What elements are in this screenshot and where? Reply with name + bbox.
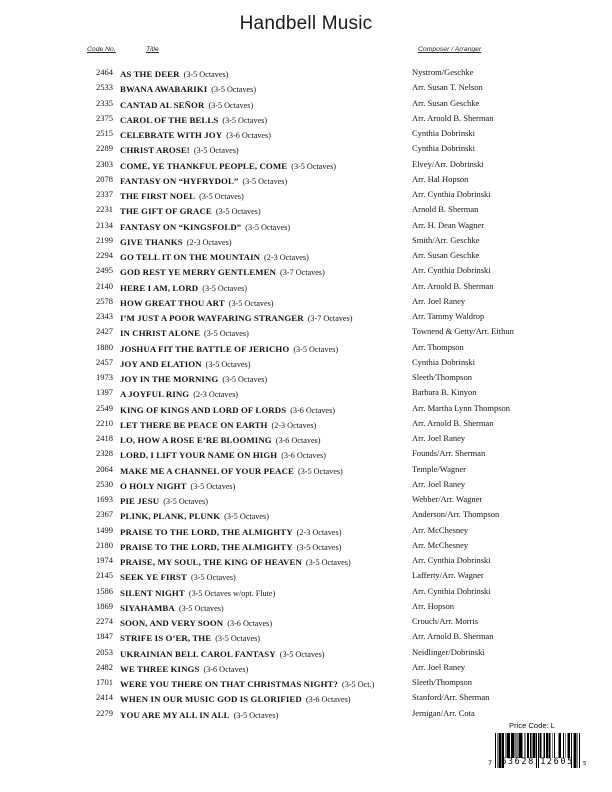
octave-range: (3-5 Octaves) xyxy=(233,710,279,720)
list-row xyxy=(0,111,612,126)
song-title: A JOYFUL RING xyxy=(120,389,190,400)
title-cell xyxy=(113,446,412,461)
list-row xyxy=(0,584,612,599)
list-row xyxy=(0,309,612,324)
composer-cell: Barbara B. Kinyon xyxy=(412,387,477,398)
octave-range: (3-5 Octaves) xyxy=(183,70,229,79)
song-title: GO TELL IT ON THE MOUNTAIN xyxy=(120,252,261,262)
code-cell: 1973 xyxy=(96,372,113,382)
song-title: UKRAINIAN BELL CAROL FANTASY xyxy=(120,648,276,659)
title-cell xyxy=(113,157,412,172)
title-cell xyxy=(113,111,412,126)
code-cell: 2328 xyxy=(96,448,113,459)
composer-cell: Cynthia Dobrinski xyxy=(412,356,476,367)
song-title: WE THREE KINGS xyxy=(120,663,200,674)
song-title: YOU ARE MY ALL IN ALL xyxy=(120,709,230,720)
code-cell: 2367 xyxy=(96,509,113,520)
code-cell: 2053 xyxy=(96,646,113,657)
list-row xyxy=(0,675,612,690)
octave-range: (3-5 Octaves) xyxy=(163,497,208,506)
code-cell: 1974 xyxy=(96,555,113,565)
octave-range: (3-5 Octaves) xyxy=(296,542,342,552)
list-row xyxy=(0,690,612,705)
composer-cell: Arr. Arnold B. Sherman xyxy=(412,112,494,123)
composer-cell: Arr. Joel Raney xyxy=(412,295,466,306)
octave-range: (3-5 Octaves) xyxy=(298,466,343,476)
column-header-code-no: Code No. xyxy=(87,46,116,53)
list-row xyxy=(0,126,612,141)
column-header-composer-arranger: Composer / Arranger xyxy=(418,46,482,53)
composer-cell: Anderson/Arr. Thompson xyxy=(412,509,500,520)
title-cell xyxy=(113,614,412,629)
title-cell xyxy=(113,340,412,355)
title-cell xyxy=(113,324,412,339)
title-cell xyxy=(113,462,412,477)
song-title: SIYAHAMBA xyxy=(120,602,175,613)
code-cell: 1880 xyxy=(96,341,113,352)
octave-range: (2-3 Octaves) xyxy=(271,420,317,430)
code-cell: 1847 xyxy=(96,631,113,642)
song-title: HOW GREAT THOU ART xyxy=(120,297,225,308)
title-cell xyxy=(113,416,412,431)
barcode-left-digits-label: 63628 xyxy=(501,757,535,767)
title-cell xyxy=(113,263,412,278)
list-row xyxy=(0,507,612,522)
code-cell: 2578 xyxy=(96,295,113,306)
composer-cell: Arr. Cynthia Dobrinski xyxy=(412,189,491,199)
code-cell: 2530 xyxy=(96,478,113,489)
octave-range: (3-6 Octaves) xyxy=(227,619,273,628)
title-cell xyxy=(113,401,412,416)
composer-cell: Arr. Arnold B. Sherman xyxy=(412,631,494,642)
list-row xyxy=(0,645,612,660)
code-cell: 2533 xyxy=(96,82,113,93)
song-title: HERE I AM, LORD xyxy=(120,282,199,293)
song-title: WERE YOU THERE ON THAT CHRISTMAS NIGHT? xyxy=(120,679,339,689)
code-cell: 2231 xyxy=(96,204,113,215)
octave-range: (3-5 Octaves) xyxy=(190,481,236,491)
list-row xyxy=(0,446,612,461)
octave-range: (3-7 Octaves) xyxy=(307,314,353,323)
code-cell: 2145 xyxy=(96,570,113,581)
code-cell: 2337 xyxy=(96,189,113,199)
code-cell: 2464 xyxy=(96,67,113,77)
list-row xyxy=(0,629,612,644)
song-title: PLINK, PLANK, PLUNK xyxy=(120,511,221,522)
code-cell: 2210 xyxy=(96,417,113,428)
composer-cell: Arr. McChesney xyxy=(412,524,469,535)
octave-range: (3-5 Octaves) xyxy=(178,603,224,613)
composer-cell: Arr. Cynthia Dobrinski xyxy=(412,585,491,596)
octave-range: (2-3 Octaves) xyxy=(296,527,342,537)
title-cell xyxy=(113,599,412,614)
composer-cell: Sleeth/Thompson xyxy=(412,372,472,382)
title-cell xyxy=(113,553,412,568)
song-title: CAROL OF THE BELLS xyxy=(120,114,219,125)
song-title: WHEN IN OUR MUSIC GOD IS GLORIFIED xyxy=(120,694,302,705)
price-code-label: Price Code: L xyxy=(509,721,556,730)
composer-cell: Nystrom/Geschke xyxy=(412,67,474,77)
song-title: CHRIST AROSE! xyxy=(120,145,190,156)
list-row xyxy=(0,80,612,95)
octave-range: (3-5 Octaves) xyxy=(204,329,249,339)
list-row xyxy=(0,431,612,446)
composer-cell: Founds/Arr. Sherman xyxy=(412,448,486,459)
code-cell: 2515 xyxy=(96,128,113,138)
song-title: LORD, I LIFT YOUR NAME ON HIGH xyxy=(120,450,278,461)
composer-cell: Arr. Joel Raney xyxy=(412,478,466,489)
composer-cell: Sleeth/Thompson xyxy=(412,677,472,687)
list-row xyxy=(0,599,612,614)
song-title: BWANA AWABARIKI xyxy=(120,84,208,95)
octave-range: (3-5 Octaves) xyxy=(242,176,288,186)
list-row xyxy=(0,355,612,370)
list-row xyxy=(0,568,612,583)
song-title: FANTASY ON “KINGSFOLD” xyxy=(120,221,242,232)
octave-range: (3-6 Octaves) xyxy=(226,131,271,140)
song-title: FANTASY ON “HYFRYDOL” xyxy=(120,175,239,186)
octave-range: (3-5 Octaves) xyxy=(190,573,236,583)
title-cell xyxy=(113,523,412,538)
title-cell xyxy=(113,568,412,583)
octave-range: (3-6 Octaves) xyxy=(275,436,321,445)
list-row xyxy=(0,614,612,629)
octave-range: (3-7 Octaves) xyxy=(280,268,325,278)
composer-cell: Arr. Joel Raney xyxy=(412,433,466,443)
composer-cell: Webber/Arr. Wagner xyxy=(412,494,483,504)
title-cell xyxy=(113,507,412,522)
list-row xyxy=(0,462,612,477)
song-title: PRAISE TO THE LORD, THE ALMIGHTY xyxy=(120,526,293,537)
octave-range: (3-5 Octaves) xyxy=(291,161,337,171)
title-cell xyxy=(113,675,412,690)
barcode-check-digit-label: 5 xyxy=(583,761,587,767)
title-cell xyxy=(113,172,412,187)
composer-cell: Arr. Arnold B. Sherman xyxy=(412,280,494,291)
code-cell: 2427 xyxy=(96,326,113,337)
code-cell: 2180 xyxy=(96,539,113,550)
octave-range: (3-5 Octaves) xyxy=(208,100,254,110)
composer-cell: Arr. Cynthia Dobrinski xyxy=(412,265,491,276)
code-cell: 2078 xyxy=(96,173,113,184)
list-row xyxy=(0,218,612,233)
composer-cell: Arr. Susan Geschke xyxy=(412,97,480,108)
octave-range: (2-3 Octaves) xyxy=(264,253,309,262)
list-row xyxy=(0,660,612,675)
title-cell xyxy=(113,126,412,141)
composer-cell: Elvey/Arr. Dobrinski xyxy=(412,158,484,169)
title-cell xyxy=(113,477,412,492)
song-title: SOON, AND VERY SOON xyxy=(120,618,224,628)
code-cell: 2418 xyxy=(96,433,113,443)
code-cell: 2064 xyxy=(96,463,113,474)
title-cell xyxy=(113,294,412,309)
composer-cell: Arr. Susan T. Nelson xyxy=(412,82,483,93)
song-title: CANTAD AL SEÑOR xyxy=(120,99,205,110)
song-title: AS THE DEER xyxy=(120,69,180,79)
composer-cell: Townend & Getty/Arr. Eithun xyxy=(412,326,514,337)
composer-cell: Arr. Joel Raney xyxy=(412,661,466,672)
code-cell: 1701 xyxy=(96,677,113,687)
title-cell xyxy=(113,248,412,263)
music-list xyxy=(0,65,612,721)
list-row xyxy=(0,248,612,263)
composer-cell: Arr. Thompson xyxy=(412,341,464,352)
composer-cell: Crouch/Arr. Morris xyxy=(412,616,479,626)
title-cell xyxy=(113,65,412,80)
octave-range: (3-5 Octaves) xyxy=(199,192,244,201)
octave-range: (3-5 Octaves) xyxy=(293,344,339,354)
title-cell xyxy=(113,96,412,111)
composer-cell: Neidlinger/Dobrinski xyxy=(412,646,485,657)
code-cell: 1869 xyxy=(96,600,113,611)
title-cell xyxy=(113,431,412,446)
list-row xyxy=(0,492,612,507)
octave-range: (3-5 Octaves) xyxy=(305,558,351,567)
song-title: PRAISE, MY SOUL, THE KING OF HEAVEN xyxy=(120,557,302,567)
composer-cell: Arr. H. Dean Wagner xyxy=(412,219,485,230)
composer-cell: Arr. Arnold B. Sherman xyxy=(412,417,494,428)
octave-range: (3-5 Octaves) xyxy=(222,115,268,125)
octave-range: (3-5 Octaves) xyxy=(222,375,268,384)
octave-range: (3-5 Octaves) xyxy=(215,634,260,644)
code-cell: 2303 xyxy=(96,158,113,169)
octave-range: (3-5 Octaves) xyxy=(224,512,269,522)
composer-cell: Arr. Cynthia Dobrinski xyxy=(412,555,491,565)
song-title: CELEBRATE WITH JOY xyxy=(120,130,223,140)
code-cell: 2294 xyxy=(96,250,113,260)
octave-range: (3-5 Octaves) xyxy=(245,222,291,232)
octave-range: (3-6 Octaves) xyxy=(281,451,326,461)
list-row xyxy=(0,65,612,80)
code-cell: 2495 xyxy=(96,265,113,276)
song-title: JOY AND ELATION xyxy=(120,358,202,369)
list-row xyxy=(0,340,612,355)
song-title: GOD REST YE MERRY GENTLEMEN xyxy=(120,267,277,278)
list-row xyxy=(0,202,612,217)
title-cell xyxy=(113,629,412,644)
code-cell: 2140 xyxy=(96,280,113,291)
list-row xyxy=(0,370,612,385)
code-cell: 2343 xyxy=(96,311,113,321)
title-cell xyxy=(113,385,412,400)
song-title: KING OF KINGS AND LORD OF LORDS xyxy=(120,404,287,415)
list-row xyxy=(0,401,612,416)
list-row xyxy=(0,294,612,309)
title-cell xyxy=(113,202,412,217)
list-row xyxy=(0,523,612,538)
song-title: GIVE THANKS xyxy=(120,236,183,247)
song-title: THE GIFT OF GRACE xyxy=(120,206,212,217)
code-cell: 1586 xyxy=(96,585,113,596)
song-title: JOY IN THE MORNING xyxy=(120,374,219,384)
song-title: PRAISE TO THE LORD, THE ALMIGHTY xyxy=(120,541,293,552)
composer-cell: Jernigan/Arr. Cota xyxy=(412,707,475,718)
code-cell: 2279 xyxy=(96,707,113,718)
title-cell xyxy=(113,538,412,553)
song-title: COME, YE THANKFUL PEOPLE, COME xyxy=(120,160,288,171)
code-cell: 2134 xyxy=(96,219,113,230)
title-cell xyxy=(113,492,412,507)
page-title: Handbell Music xyxy=(239,13,373,34)
list-row xyxy=(0,172,612,187)
octave-range: (3-5 Octaves) xyxy=(215,207,261,217)
octave-range: (3-5 Octaves) xyxy=(193,146,239,156)
song-title: PIE JESU xyxy=(120,496,160,506)
song-title: IN CHRIST ALONE xyxy=(120,328,201,339)
code-cell: 2549 xyxy=(96,402,113,413)
title-cell xyxy=(113,233,412,248)
composer-cell: Arr. Hal Hopson xyxy=(412,173,469,184)
octave-range: (3-5 Oct.) xyxy=(342,680,375,689)
title-cell xyxy=(113,584,412,599)
code-cell: 2414 xyxy=(96,692,113,703)
code-cell: 1499 xyxy=(96,524,113,535)
list-row xyxy=(0,553,612,568)
code-cell: 1693 xyxy=(96,494,113,504)
octave-range: (3-6 Octaves) xyxy=(305,695,351,705)
octave-range: (3-5 Octaves) xyxy=(202,283,248,293)
composer-cell: Smith/Arr. Geschke xyxy=(412,234,480,245)
song-title: STRIFE IS O’ER, THE xyxy=(120,633,212,644)
code-cell: 2457 xyxy=(96,356,113,367)
title-cell xyxy=(113,370,412,385)
list-row xyxy=(0,141,612,156)
composer-cell: Cynthia Dobrinski xyxy=(412,128,476,138)
composer-cell: Cynthia Dobrinski xyxy=(412,143,476,154)
list-row xyxy=(0,157,612,172)
title-cell xyxy=(113,355,412,370)
column-header-title: Title xyxy=(146,46,159,53)
octave-range: (3-5 Octaves) xyxy=(279,649,325,659)
list-row xyxy=(0,416,612,431)
composer-cell: Arr. Tammy Waldrop xyxy=(412,311,485,321)
list-row xyxy=(0,706,612,721)
code-cell: 1397 xyxy=(96,387,113,398)
composer-cell: Arr. McChesney xyxy=(412,539,469,550)
composer-cell: Temple/Wagner xyxy=(412,463,466,474)
composer-cell: Arr. Martha Lynn Thompson xyxy=(412,402,511,413)
octave-range: (3-6 Octaves) xyxy=(290,405,335,415)
song-title: MAKE ME A CHANNEL OF YOUR PEACE xyxy=(120,465,294,476)
title-cell xyxy=(113,660,412,675)
song-title: LET THERE BE PEACE ON EARTH xyxy=(120,419,268,430)
title-cell xyxy=(113,279,412,294)
song-title: THE FIRST NOEL xyxy=(120,191,196,201)
title-cell xyxy=(113,80,412,95)
code-cell: 2375 xyxy=(96,112,113,123)
composer-cell: Arnold B. Sherman xyxy=(412,204,479,215)
title-cell xyxy=(113,645,412,660)
composer-cell: Stanford/Arr. Sherman xyxy=(412,692,490,703)
list-row xyxy=(0,477,612,492)
list-row xyxy=(0,324,612,339)
title-cell xyxy=(113,218,412,233)
code-cell: 2274 xyxy=(96,616,113,626)
code-cell: 2482 xyxy=(96,661,113,672)
song-title: SEEK YE FIRST xyxy=(120,572,187,583)
composer-cell: Lafferty/Arr. Wagner xyxy=(412,570,484,581)
octave-range: (2-3 Octaves) xyxy=(186,237,232,247)
title-cell xyxy=(113,706,412,721)
octave-range: (3-5 Octaves) xyxy=(228,298,274,308)
octave-range: (3-5 Octaves) xyxy=(205,359,251,369)
octave-range: (2-3 Octaves) xyxy=(193,390,239,400)
list-row xyxy=(0,538,612,553)
barcode-right-digits-label: 12605 xyxy=(540,757,574,767)
octave-range: (3-6 Octaves) xyxy=(203,664,249,674)
title-cell xyxy=(113,187,412,202)
title-cell xyxy=(113,309,412,324)
octave-range: (3-5 Octaves) xyxy=(211,85,257,95)
title-cell xyxy=(113,141,412,156)
list-row xyxy=(0,279,612,294)
song-title: O HOLY NIGHT xyxy=(120,480,187,491)
list-row xyxy=(0,385,612,400)
barcode-system-digit-label: 7 xyxy=(488,759,492,767)
composer-cell: Arr. Susan Geschke xyxy=(412,250,480,260)
list-row xyxy=(0,96,612,111)
list-row xyxy=(0,187,612,202)
song-title: SILENT NIGHT xyxy=(120,587,185,598)
title-cell xyxy=(113,690,412,705)
composer-cell: Arr. Hopson xyxy=(412,600,455,611)
code-cell: 2335 xyxy=(96,97,113,108)
song-title: I’M JUST A POOR WAYFARING STRANGER xyxy=(120,313,304,323)
song-title: JOSHUA FIT THE BATTLE OF JERICHO xyxy=(120,343,290,354)
song-title: LO, HOW A ROSE E’RE BLOOMING xyxy=(120,435,272,445)
list-row xyxy=(0,263,612,278)
list-row xyxy=(0,233,612,248)
code-cell: 2289 xyxy=(96,143,113,154)
code-cell: 2199 xyxy=(96,234,113,245)
octave-range: (3-5 Octaves w/opt. Flute) xyxy=(188,588,276,598)
